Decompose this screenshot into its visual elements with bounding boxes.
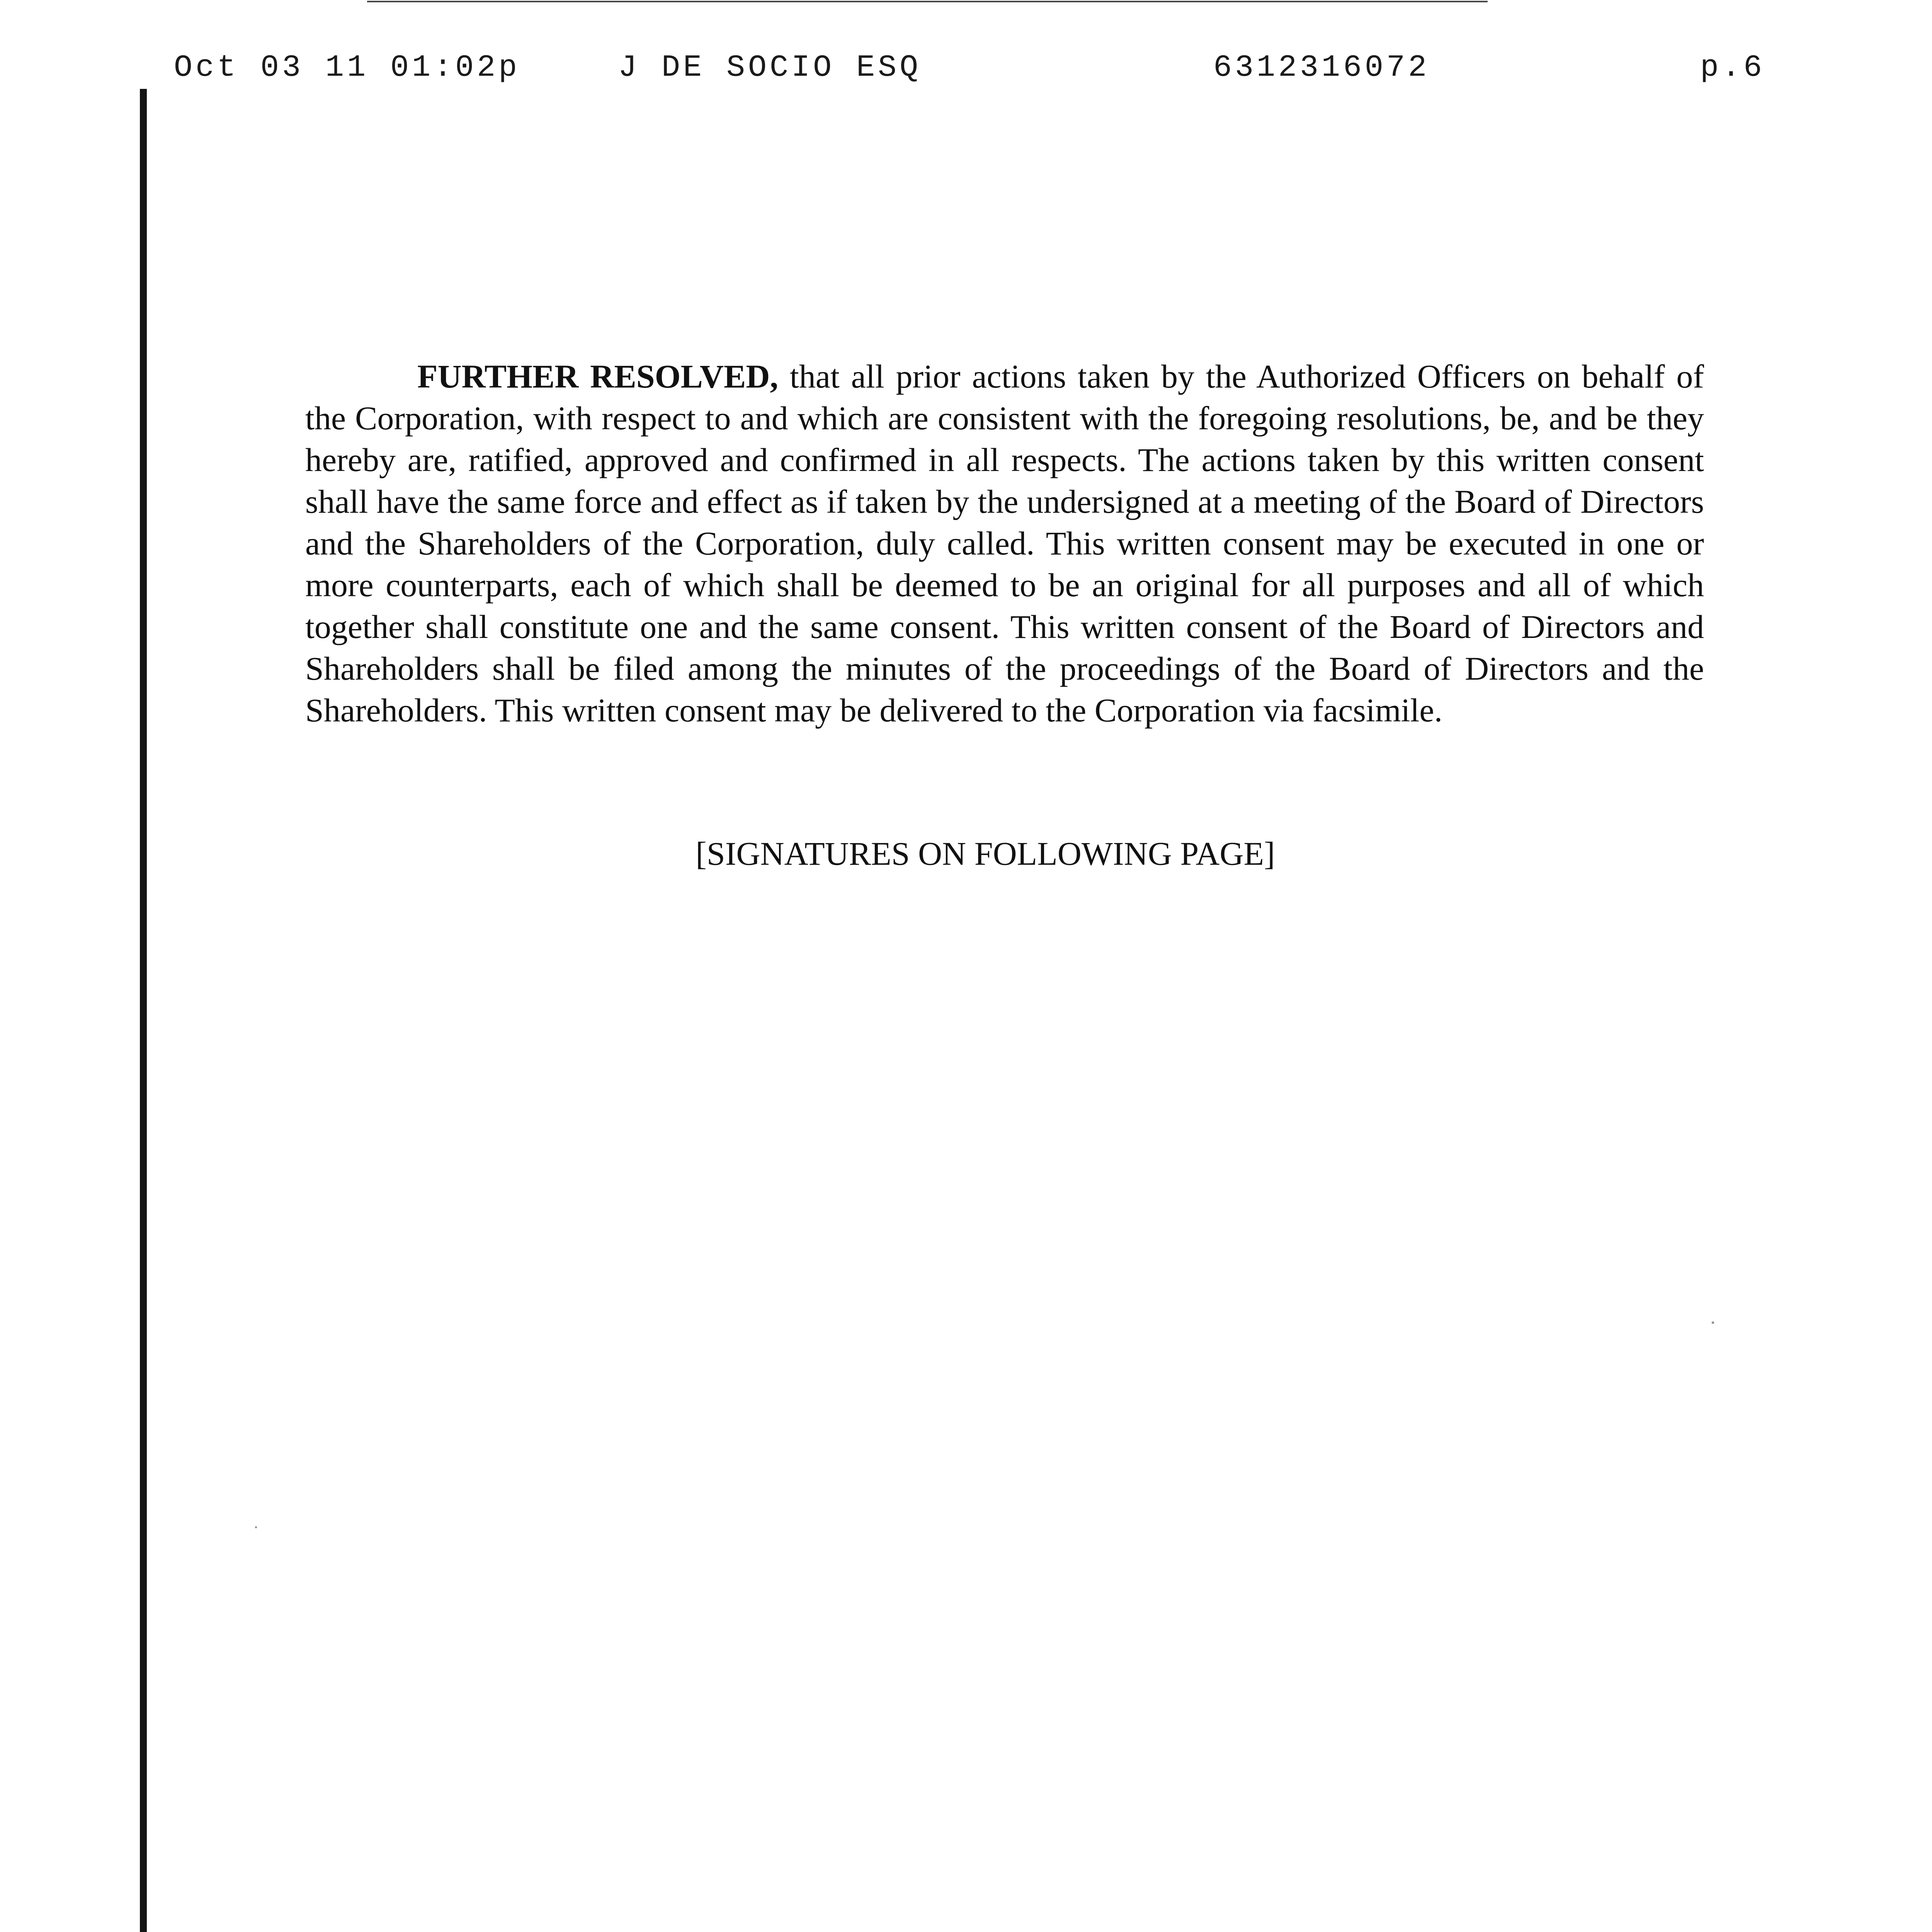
resolution-paragraph (305, 355, 1704, 731)
fax-top-rule (367, 1, 1488, 2)
scan-speck (1712, 1321, 1714, 1324)
fax-scan-margin-bar (140, 89, 147, 1932)
resolution-text: that all prior actions taken by the Authorized Officers on behalf of the Corporation, with respect to and which are consistent with the foregoing resolutions, be, and be they hereby are, ratified, approved and confirmed in all respects. The actions taken by this written consent shall have the same force and effect as if taken by the undersigned at a meeting of the Board of Directors and the Shareholders of the Corporation, duly called. This written consent may be executed in one or more counterparts, each of which shall be deemed to be an original for all purposes and all of which together shall constitute one and the same consent. This written consent of the Board of Directors and Shareholders shall be filed among the minutes of the proceedings of the Board of Directors and the Shareholders. This written consent may be delivered to the Corporation via facsimile. (305, 358, 1704, 729)
scan-speck (255, 1526, 257, 1528)
fax-phone-number: 6312316072 (1213, 50, 1430, 85)
resolution-lead: FURTHER RESOLVED, (417, 358, 779, 395)
fax-page-indicator: p.6 (1700, 50, 1765, 85)
fax-sender: J DE SOCIO ESQ (618, 50, 922, 85)
fax-header (0, 50, 1932, 93)
fax-datetime: Oct 03 11 01:02p (174, 50, 520, 85)
signatures-note: [SIGNATURES ON FOLLOWING PAGE] (696, 835, 1275, 872)
